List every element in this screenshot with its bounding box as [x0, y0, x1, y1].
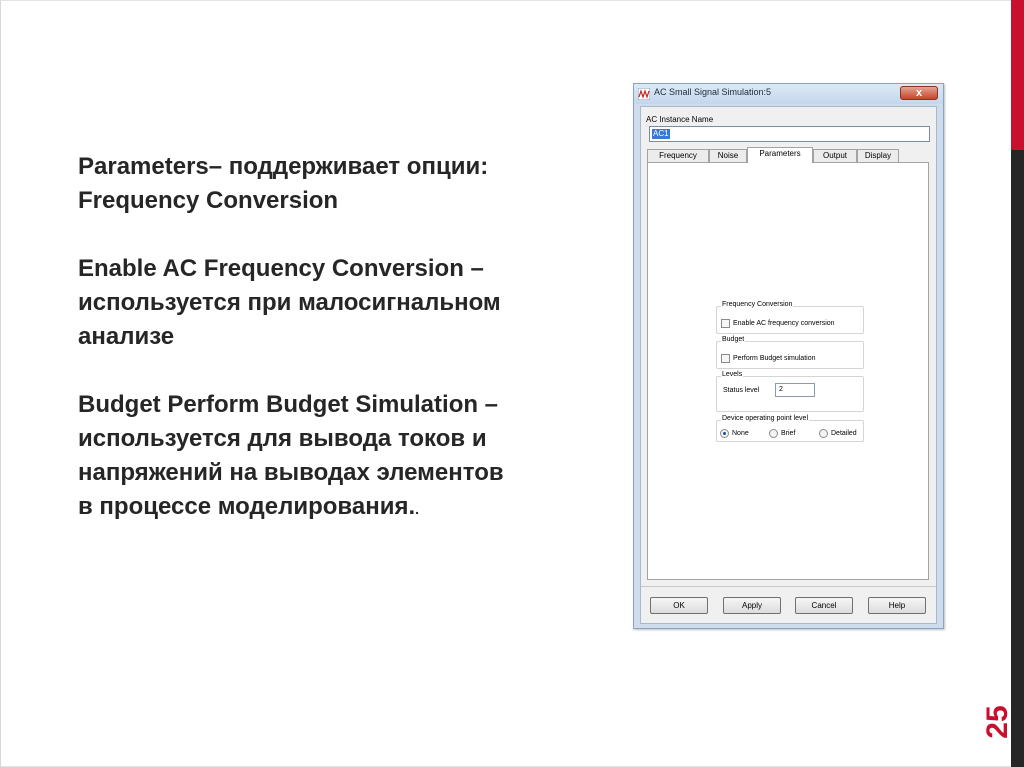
paragraph-parameters: Parameters– поддерживает опции: Frequency Conversion — [78, 153, 489, 214]
radio-brief[interactable] — [769, 429, 778, 438]
device-operating-point-group — [716, 415, 864, 442]
radio-none[interactable] — [720, 429, 729, 438]
levels-group — [716, 371, 864, 412]
tab-noise[interactable]: Noise — [709, 149, 747, 162]
instance-name-label: AC Instance Name — [646, 115, 714, 124]
frequency-conversion-group — [716, 301, 864, 334]
perform-budget-simulation-checkbox[interactable] — [721, 354, 730, 363]
app-icon — [638, 88, 650, 100]
paragraph-budget — [78, 388, 598, 526]
dark-strip — [1011, 150, 1024, 767]
paragraph-budget-text: Budget Perform Budget Simulation – используется для вывода токов и напряжений на выводах элементов в процессе моделирования. — [78, 391, 504, 520]
enable-ac-frequency-conversion-checkbox[interactable] — [721, 319, 730, 328]
dialog-title: AC Small Signal Simulation:5 — [654, 87, 772, 97]
radio-detailed[interactable] — [819, 429, 828, 438]
page-number: 25 — [981, 705, 1014, 739]
status-level-label: Status level — [723, 387, 760, 394]
status-level-input[interactable]: 2 — [775, 383, 815, 397]
paragraph-frequency-conversion: Enable AC Frequency Conversion – используется при малосигнальном анализе — [78, 255, 501, 350]
apply-button[interactable]: Apply — [723, 597, 781, 614]
radio-detailed-label[interactable]: Detailed — [831, 430, 857, 437]
instance-name-input[interactable] — [649, 126, 930, 142]
radio-none-label[interactable]: None — [732, 430, 749, 437]
perform-budget-simulation-label[interactable]: Perform Budget simulation — [733, 355, 816, 362]
budget-group — [716, 336, 864, 369]
help-button[interactable]: Help — [868, 597, 926, 614]
trailing-dot: . — [415, 501, 420, 517]
close-button[interactable]: x — [900, 86, 938, 100]
tab-frequency[interactable]: Frequency — [647, 149, 709, 162]
tab-parameters[interactable]: Parameters — [747, 147, 813, 163]
radio-brief-label[interactable]: Brief — [781, 430, 796, 437]
enable-ac-frequency-conversion-label[interactable]: Enable AC frequency conversion — [733, 320, 835, 327]
tab-bar — [647, 147, 927, 162]
device-operating-point-label: Device operating point level — [722, 415, 808, 422]
dialog-titlebar[interactable] — [634, 84, 943, 104]
cancel-button[interactable]: Cancel — [795, 597, 853, 614]
parameters-panel — [647, 162, 929, 580]
tab-output[interactable]: Output — [813, 149, 857, 162]
ok-button[interactable]: OK — [650, 597, 708, 614]
frequency-conversion-label: Frequency Conversion — [722, 301, 793, 308]
ac-simulation-dialog — [633, 83, 944, 629]
tab-display[interactable]: Display — [857, 149, 899, 162]
footer-divider — [641, 586, 936, 587]
budget-label: Budget — [722, 336, 745, 343]
slide-body-text — [78, 150, 598, 560]
dialog-body — [640, 106, 937, 624]
instance-name-value: AC1 — [653, 129, 669, 138]
levels-label: Levels — [722, 371, 743, 378]
